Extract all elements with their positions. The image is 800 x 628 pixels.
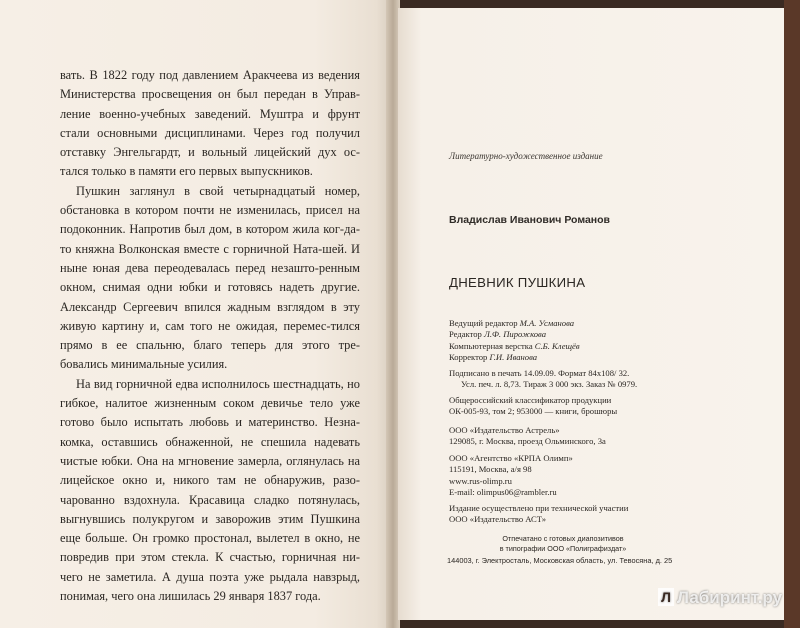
text-line: другие. Александр Сергеевич впился жадным взглядом (60, 280, 360, 314)
right-page (398, 8, 789, 620)
text-line: шей. И ныне юная дева переодевалась перед незашто- (60, 241, 360, 275)
printing-note-line: Отпечатано с готовых диапозитивов (502, 534, 624, 543)
text-line: понимая, чего она лишилась 29 января 1837 года. (60, 589, 321, 604)
text-line: в эту живую картину и, сам того не ожидая, перемес- (60, 299, 360, 333)
text-line: комка, оставшись обнаженной, не спешила надевать (60, 434, 360, 449)
publisher-line: 129085, г. Москва, проезд Ольминского, 3а (449, 436, 606, 447)
text-line: вать. В 1822 году под давлением Аракчеева из ведения (60, 68, 360, 82)
printer-address: 144003, г. Электросталь, Московская область, ул. Тевосяна, д. 25 (447, 556, 673, 565)
printing-note (478, 534, 648, 554)
imprint-line: Подписано в печать 14.09.09. Формат 84х108/ 32. (449, 368, 630, 378)
genre-label: Литературно-художественное издание (449, 151, 603, 161)
agency-line: ООО «Агентство «КРПА Олимп» (449, 453, 573, 463)
text-line: На вид горничной едва исполнилось шестнадцать, (76, 376, 344, 391)
agency-line: E-mail: olimpus06@rambler.ru (449, 487, 557, 498)
text-line: стали основными дисциплинами. Через год получил (60, 125, 360, 140)
technical-line: Издание осуществлено при технической участии (449, 503, 629, 513)
book-title: ДНЕВНИК ПУШКИНА (449, 275, 586, 290)
credit-line: Ведущий редактор М.А. Усманова (449, 318, 575, 328)
text-line: тался только в памяти его первых выпускников. (60, 164, 313, 179)
text-line: чистые юбки. Она на мгновение замерла, оглянулась (60, 453, 344, 468)
text-line: подоконник. Напротив был дом, в котором жила ког- (60, 222, 345, 237)
text-line: готово было испытать любовь и материнство. Незна- (60, 415, 360, 430)
text-line: выгнувшись полукругом и заворожив этим Пушкина (60, 511, 360, 526)
agency-block (449, 453, 573, 499)
text-line: чего не заметила. А душа поэта уже рыдала навзрыд, (60, 569, 360, 584)
classifier-line: Общероссийский классификатор продукции (449, 395, 612, 405)
text-line: ление военно-учебных заведений. Муштра и фрунт (60, 106, 360, 121)
technical-line: ООО «Издательство АСТ» (449, 514, 547, 525)
credit-line: Редактор Л.Ф. Пирожкова (449, 329, 547, 340)
publisher-line: ООО «Издательство Астрель» (449, 425, 560, 435)
credit-line: Корректор Г.И. Иванова (449, 352, 538, 363)
publisher-block (449, 425, 606, 448)
left-page-text (60, 66, 360, 606)
paragraph-1 (60, 66, 360, 182)
agency-line: 115191, Москва, а/я 98 (449, 464, 532, 475)
technical-block (449, 503, 628, 526)
text-line: чарованно вздохнула. Красавица сладко потянулась, (60, 492, 360, 507)
text-line: Пушкин заглянул в свой четырнадцатый номер, (76, 183, 360, 198)
text-line: отставку Энгельгардт, и вольный лицейский дух ос- (60, 145, 360, 160)
classifier-block (449, 395, 617, 418)
text-line: бовались минимальные усилия. (60, 357, 228, 372)
imprint-details (449, 368, 637, 391)
left-page (0, 0, 392, 628)
cover-edge (784, 0, 800, 628)
agency-line: www.rus-olimp.ru (449, 475, 512, 486)
text-line: тился прямо в ее спальню, благо теперь для этого тре- (60, 318, 360, 353)
text-line: ренным окном, снимая одни юбки и готовясь надеть (60, 260, 360, 295)
text-line: да-то княжна Волконская вместе с горничной Ната- (60, 222, 360, 256)
text-line: но гибкое, налитое жизненным соком девичье тело уже (60, 376, 360, 411)
classifier-line: ОК-005-93, том 2; 953000 — книги, брошюры (449, 406, 618, 417)
watermark-logo (658, 588, 782, 608)
text-line: Министерства просвещения он был передан в Управ- (60, 87, 360, 102)
paragraph-2 (60, 182, 360, 375)
author-name: Владислав Иванович Романов (449, 214, 611, 226)
paragraph-3 (60, 375, 360, 607)
text-line: еще больше. Он громко простонал, вылетел в окно, не (60, 531, 360, 546)
text-line: повредив при этом стекла. К счастью, горничная ни- (60, 550, 360, 565)
watermark-text: Лабиринт.ру (677, 588, 783, 607)
text-line: обстановка в котором почти не изменилась, присел на (60, 203, 360, 218)
printing-note-line: в типографии ООО «Полиграфиздат» (499, 544, 627, 553)
credit-line: Компьютерная верстка С.Б. Клещёв (449, 340, 580, 351)
watermark-mark-icon: Л (658, 588, 674, 606)
credits-list (449, 318, 580, 364)
imprint-line: Усл. печ. л. 8,73. Тираж 3 000 экз. Заказ № 0979. (461, 379, 638, 390)
text-line: на лицейское окно и, никого там не обнаружив, разо- (60, 453, 360, 488)
